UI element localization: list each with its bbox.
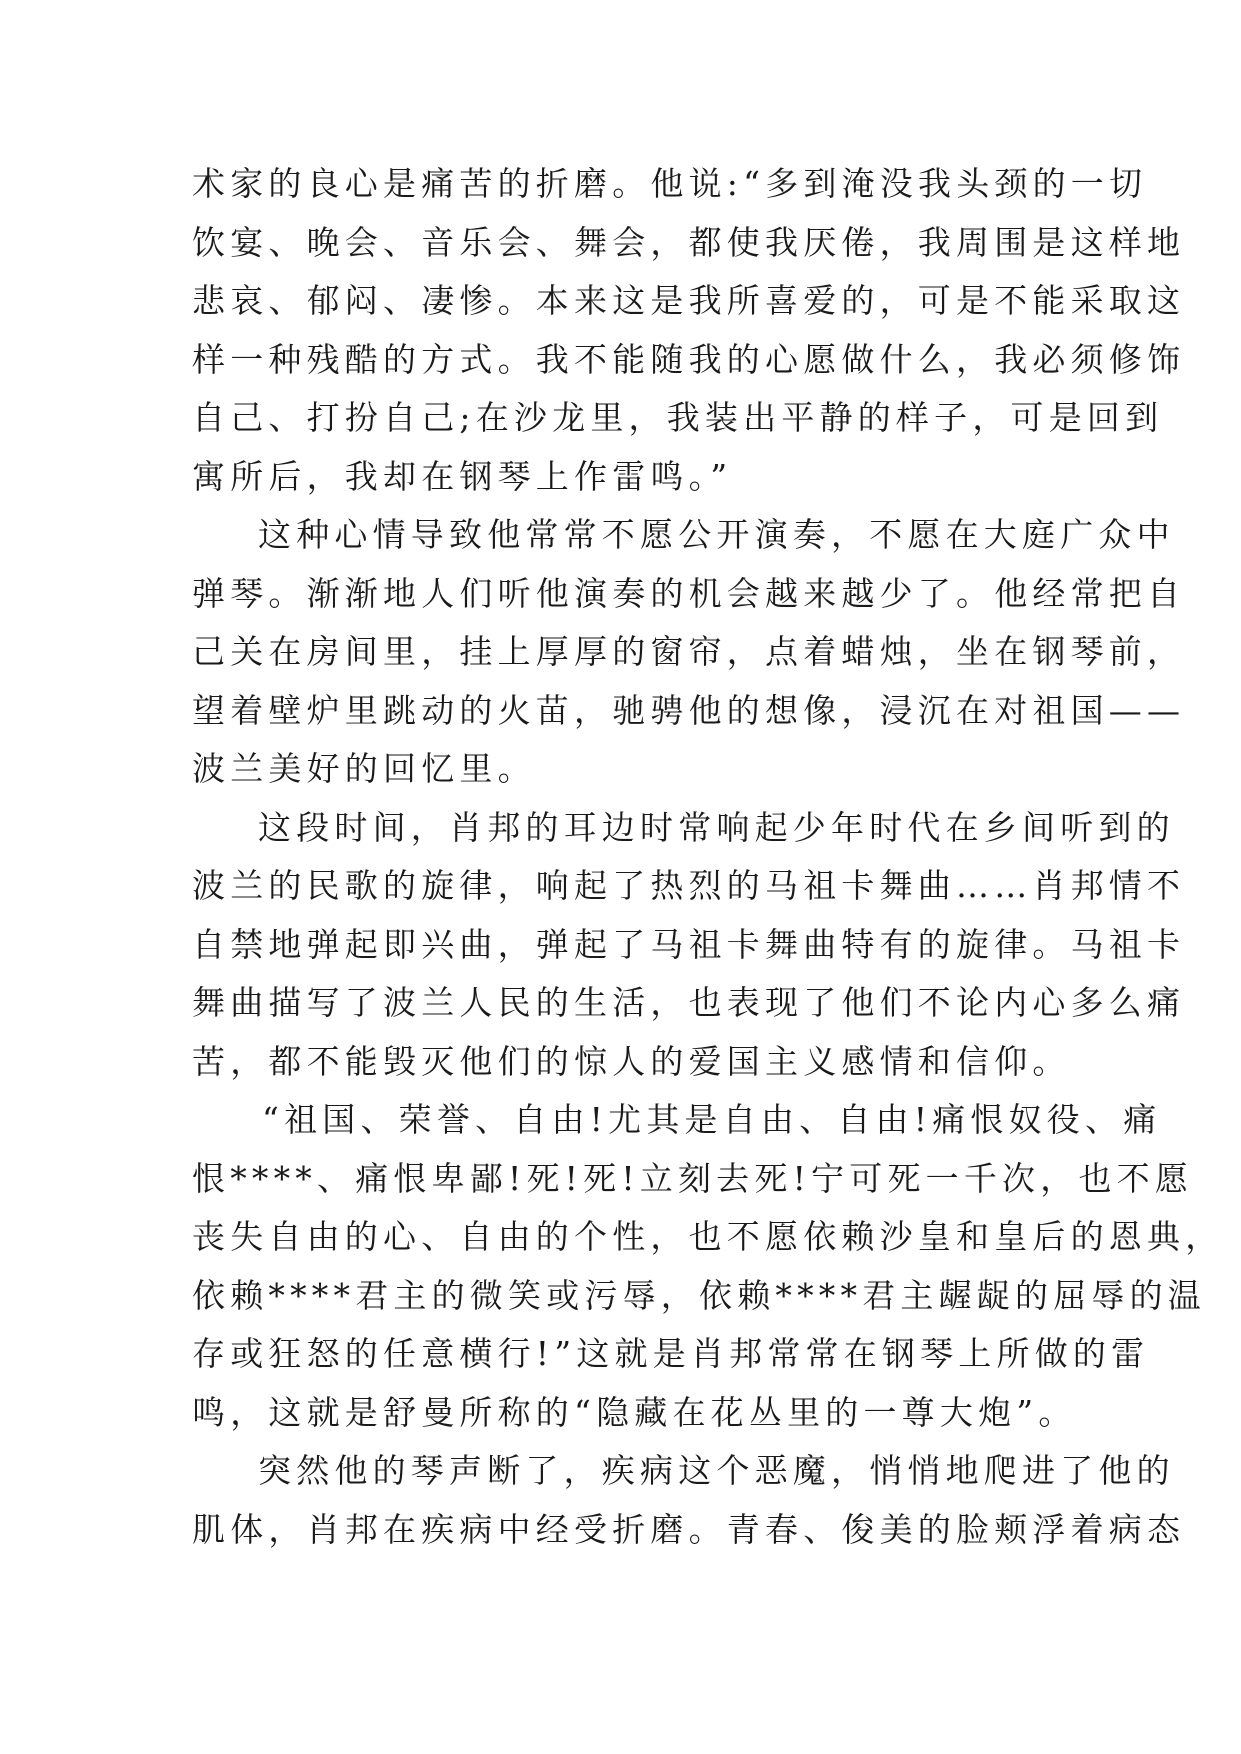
paragraph-first-line: “祖国、荣誉、自由!尤其是自由、自由!痛恨奴役、痛 bbox=[262, 1100, 1162, 1139]
text-line: 鸣，这就是舒曼所称的“隐藏在花丛里的一尊大炮”。 bbox=[192, 1392, 1077, 1432]
paragraph-first-line: 这种心情导致他常常不愿公开演奏，不愿在大庭广众中 bbox=[258, 515, 1175, 554]
text-line: 悲哀、郁闷、凄惨。本来这是我所喜爱的，可是不能采取这 bbox=[192, 281, 1186, 320]
body-text bbox=[192, 155, 1224, 1559]
text-line: 自己、打扮自己;在沙龙里，我装出平静的样子，可是回到 bbox=[192, 398, 1164, 437]
text-line: 波兰的民歌的旋律，响起了热烈的马祖卡舞曲……肖邦情不 bbox=[192, 866, 1186, 905]
text-line: 望着壁炉里跳动的火苗，驰骋他的想像，浸沉在对祖国—— bbox=[192, 690, 1186, 730]
paragraph-first-line: 突然他的琴声断了，疾病这个恶魔，悄悄地爬进了他的 bbox=[258, 1451, 1175, 1490]
text-line: 自禁地弹起即兴曲，弹起了马祖卡舞曲特有的旋律。马祖卡 bbox=[192, 924, 1186, 964]
text-line: 寓所后，我却在钢琴上作雷鸣。” bbox=[192, 456, 733, 496]
text-line: 波兰美好的回忆里。 bbox=[192, 749, 536, 788]
text-line: 样一种残酷的方式。我不能随我的心愿做什么，我必须修饰 bbox=[192, 339, 1186, 379]
text-line: 弹琴。渐渐地人们听他演奏的机会越来越少了。他经常把自 bbox=[192, 573, 1186, 613]
text-line: 舞曲描写了波兰人民的生活，也表现了他们不论内心多么痛 bbox=[192, 983, 1186, 1022]
text-line: 己关在房间里，挂上厚厚的窗帘，点着蜡烛，坐在钢琴前， bbox=[192, 632, 1186, 671]
text-line: 饮宴、晚会、音乐会、舞会，都使我厌倦，我周围是这样地 bbox=[192, 222, 1186, 262]
text-line: 恨****、痛恨卑鄙!死!死!立刻去死!宁可死一千次，也不愿 bbox=[192, 1158, 1194, 1198]
paragraph-first-line: 这段时间，肖邦的耳边时常响起少年时代在乡间听到的 bbox=[258, 807, 1175, 847]
text-line: 苦，都不能毁灭他们的惊人的爱国主义感情和信仰。 bbox=[192, 1041, 1071, 1081]
text-line: 存或狂怒的任意横行!”这就是肖邦常常在钢琴上所做的雷 bbox=[192, 1334, 1150, 1373]
text-line: 丧失自由的心、自由的个性，也不愿依赖沙皇和皇后的恩典， bbox=[192, 1217, 1224, 1256]
text-line: 肌体，肖邦在疾病中经受折磨。青春、俊美的脸颊浮着病态 bbox=[192, 1509, 1186, 1549]
text-line: 术家的良心是痛苦的折磨。他说:“多到淹没我头颈的一切 bbox=[192, 164, 1148, 203]
text-line: 依赖****君主的微笑或污辱，依赖****君主龌龊的屈辱的温 bbox=[192, 1275, 1206, 1315]
